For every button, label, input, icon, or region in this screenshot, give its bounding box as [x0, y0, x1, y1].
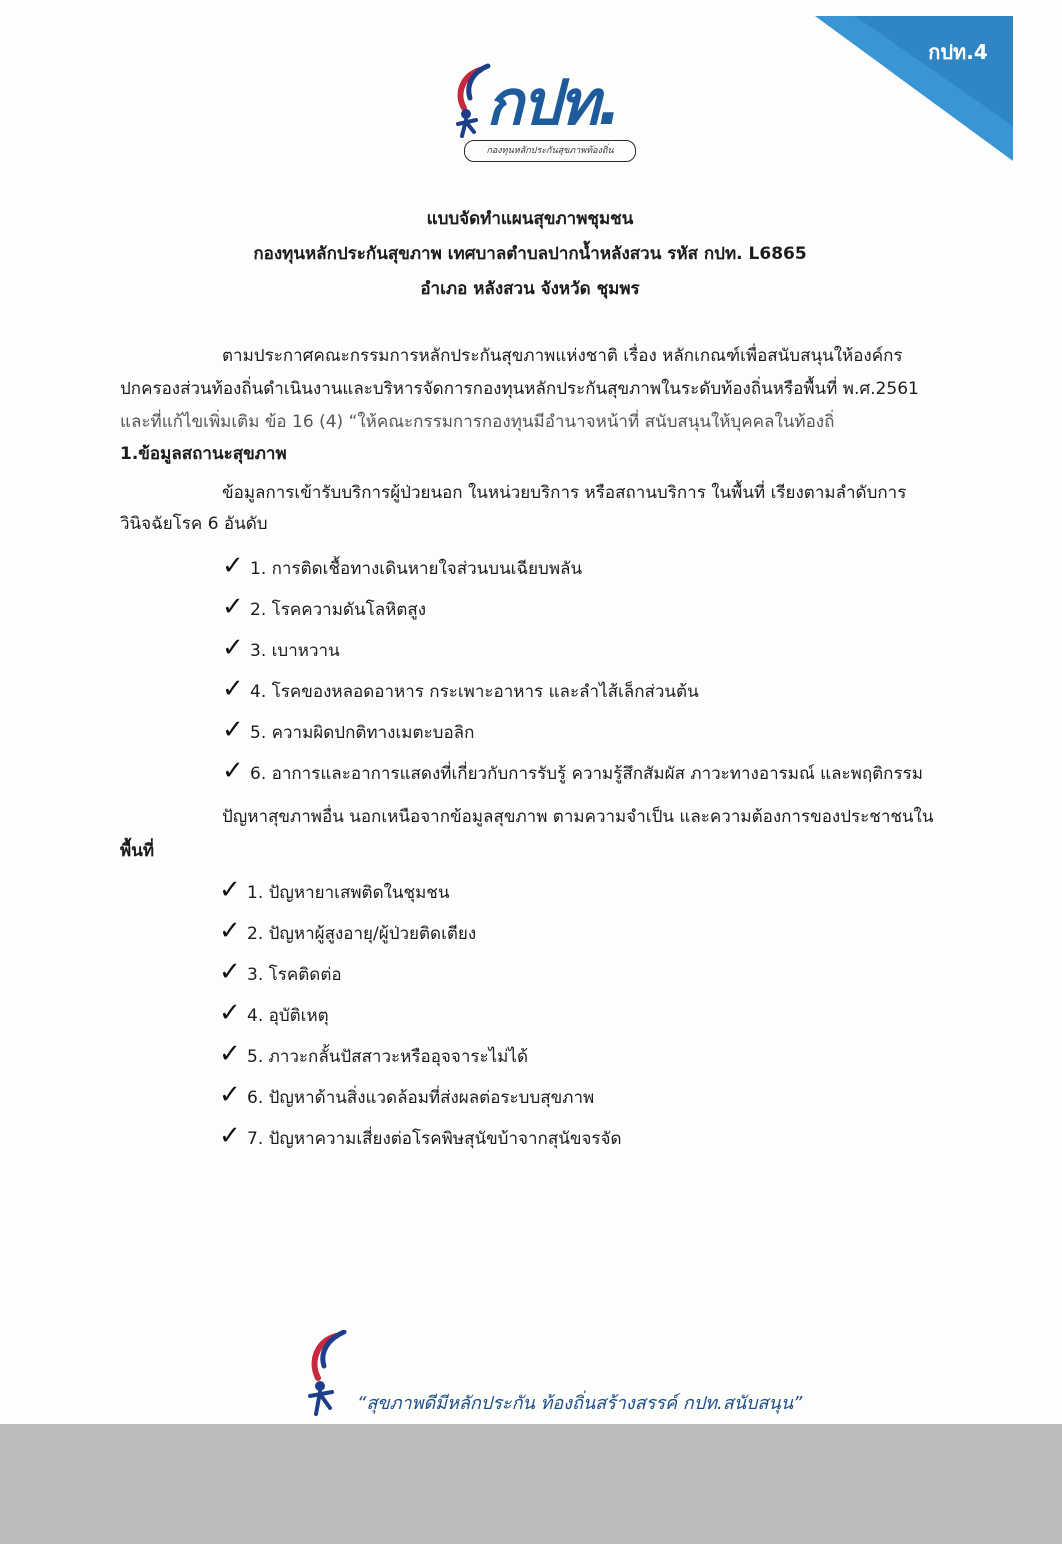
check-icon: ✓: [222, 674, 244, 704]
check-icon: ✓: [219, 916, 241, 946]
problem-text: 1. ปัญหายาเสพติดในชุมชน: [247, 883, 450, 903]
check-icon: ✓: [222, 551, 244, 581]
problem-text: 6. ปัญหาด้านสิ่งแวดล้อมที่ส่งผลต่อระบบสุขภาพ: [247, 1088, 595, 1108]
disease-text: 6. อาการและอาการแสดงที่เกี่ยวกับการรับรู้ ความรู้สึกสัมผัส ภาวะทางอารมณ์ และพฤติกรรม: [250, 764, 923, 784]
intro-paragraph: [120, 340, 980, 439]
list-item: [219, 1034, 622, 1075]
section-desc-line-2: วินิจฉัยโรค 6 อันดับ: [120, 514, 268, 534]
problem-text: 4. อุบัติเหตุ: [247, 1006, 329, 1026]
check-icon: ✓: [219, 1080, 241, 1110]
list-item: [222, 751, 923, 792]
check-icon: ✓: [219, 1121, 241, 1151]
title-line-1: แบบจัดทำแผนสุขภาพชุมชน: [426, 209, 634, 229]
list-item: [222, 669, 923, 710]
list-item: [219, 870, 622, 911]
list-item: [219, 911, 622, 952]
check-icon: ✓: [222, 592, 244, 622]
title-line-3: อำเภอ หลังสวน จังหวัด ชุมพร: [420, 279, 640, 299]
logo-subtitle: กองทุนหลักประกันสุขภาพท้องถิ่น: [464, 140, 636, 162]
problem-text: 7. ปัญหาความเสี่ยงต่อโรคพิษสุนัขบ้าจากสุนัขจรจัด: [247, 1129, 622, 1149]
check-icon: ✓: [222, 715, 244, 745]
problem-text: 3. โรคติดต่อ: [247, 965, 342, 985]
disease-text: 1. การติดเชื้อทางเดินหายใจส่วนบนเฉียบพลัน: [250, 559, 583, 579]
list-item: [222, 587, 923, 628]
disease-text: 3. เบาหวาน: [250, 641, 340, 661]
other-problem-list: [219, 870, 622, 1157]
list-item: [219, 1075, 622, 1116]
disease-text: 4. โรคของหลอดอาหาร กระเพาะอาหาร และลำไส้เล็กส่วนต้น: [250, 682, 699, 702]
fund-logo: [450, 62, 650, 172]
check-icon: ✓: [222, 633, 244, 663]
list-item: [222, 546, 923, 587]
other-line-2: พื้นที่: [120, 841, 155, 861]
other-line-1: ปัญหาสุขภาพอื่น นอกเหนือจากข้อมูลสุขภาพ ตามความจำเป็น และความต้องการของประชาชนใน: [222, 807, 934, 827]
list-item: [219, 952, 622, 993]
check-icon: ✓: [222, 756, 244, 786]
footer-logo-icon: [302, 1330, 352, 1420]
intro-line-1: ตามประกาศคณะกรรมการหลักประกันสุขภาพแห่งชาติ เรื่อง หลักเกณฑ์เพื่อสนับสนุนให้องค์กร: [222, 346, 903, 366]
problem-text: 5. ภาวะกลั้นปัสสาวะหรืออุจจาระไม่ได้: [247, 1047, 528, 1067]
title-line-2: กองทุนหลักประกันสุขภาพ เทศบาลตำบลปากน้ำหลังสวน รหัส กปท. L6865: [253, 244, 807, 264]
check-icon: ✓: [219, 1039, 241, 1069]
document-title: [130, 202, 930, 307]
list-item: [219, 1116, 622, 1157]
disease-list: [222, 546, 923, 792]
disease-text: 5. ความผิดปกติทางเมตะบอลิก: [250, 723, 475, 743]
form-code-label: กปท.4: [928, 40, 988, 64]
intro-line-3: และที่แก้ไขเพิ่มเติม ข้อ 16 (4) “ให้คณะกรรมการกองทุนมีอำนาจหน้าที่ สนับสนุนให้บุคคลในท้องถิ่: [120, 412, 835, 432]
scan-background: [0, 1424, 1062, 1544]
list-item: [219, 993, 622, 1034]
list-item: [222, 628, 923, 669]
other-problems-intro: [120, 800, 980, 868]
check-icon: ✓: [219, 998, 241, 1028]
section-heading: 1.ข้อมูลสถานะสุขภาพ: [120, 444, 287, 464]
footer-slogan: “สุขภาพดีมีหลักประกัน ท้องถิ่นสร้างสรรค์ กปท.สนับสนุน”: [357, 1393, 803, 1414]
logo-wordmark: กปท.: [486, 66, 620, 139]
section-desc-line-1: ข้อมูลการเข้ารับบริการผู้ป่วยนอก ในหน่วยบริการ หรือสถานบริการ ในพื้นที่ เรียงตามลำดับการ: [222, 483, 907, 503]
check-icon: ✓: [219, 957, 241, 987]
intro-line-2: ปกครองส่วนท้องถิ่นดำเนินงานและบริหารจัดการกองทุนหลักประกันสุขภาพในระดับท้องถิ่นหรือพื้นที่ พ.ศ.2561: [120, 379, 919, 399]
list-item: [222, 710, 923, 751]
section-description: [120, 478, 980, 540]
problem-text: 2. ปัญหาผู้สูงอายุ/ผู้ป่วยติดเตียง: [247, 924, 477, 944]
check-icon: ✓: [219, 875, 241, 905]
disease-text: 2. โรคความดันโลหิตสูง: [250, 600, 427, 620]
